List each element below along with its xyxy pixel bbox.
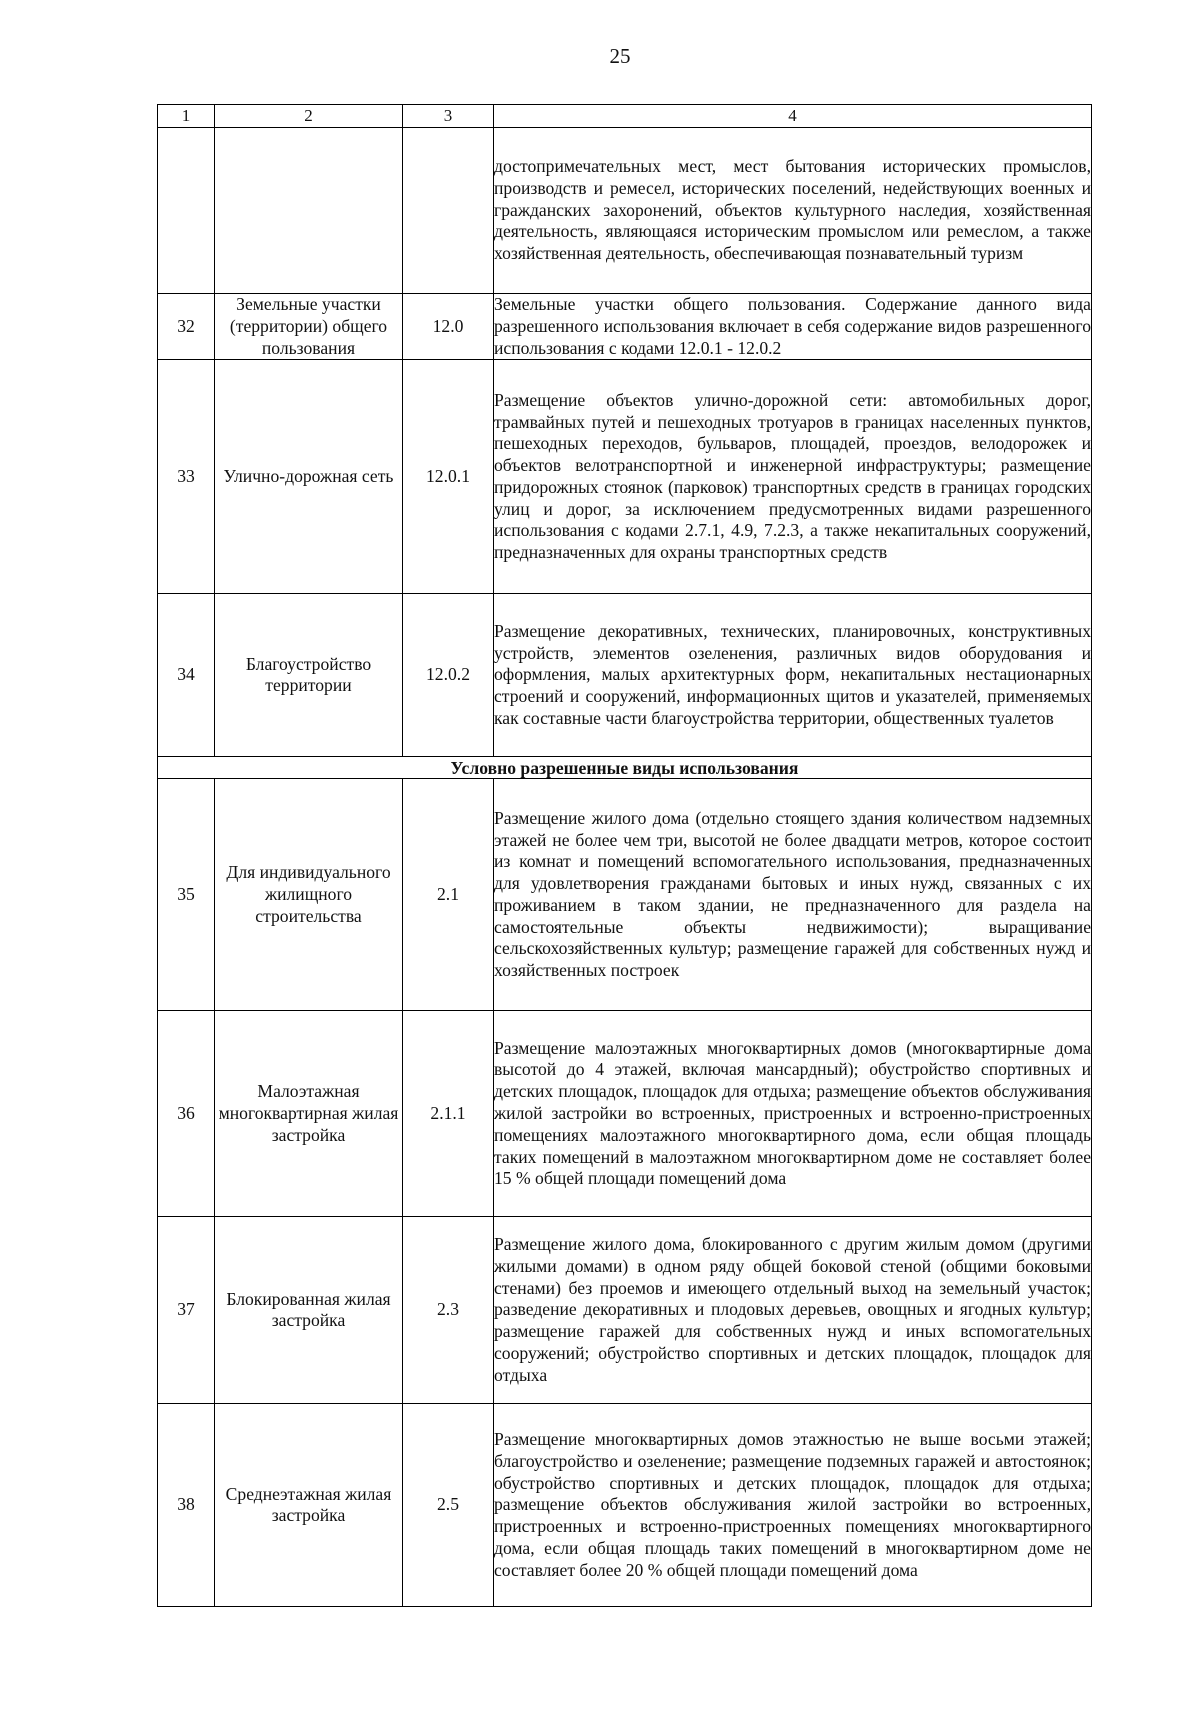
row-code: 2.3 — [403, 1217, 494, 1404]
row-number: 33 — [158, 360, 215, 594]
row-number: 36 — [158, 1011, 215, 1217]
header-col-3: 3 — [403, 105, 494, 128]
page-number: 25 — [609, 44, 631, 68]
row-number: 34 — [158, 594, 215, 757]
row-code: 12.0 — [403, 294, 494, 360]
row-description: Размещение многоквартирных домов этажностью не выше восьми этажей; благоустройство и озеленение; размещение подземных гаражей и автостоянок; обустройство спортивных и детских площадок, площадок для отдыха; размещение объектов обслуживания жилой застройки во встроенных, пристроенных и встроенно-пристроенных помещениях многоквартирного дома, если общая площадь таких помещений в многоквартирном доме не составляет более 20 % общей площади помещений дома — [494, 1404, 1092, 1607]
row-description: Размещение декоративных, технических, планировочных, конструктивных устройств, элементов озеленения, различных видов оборудования и оформления, малых архитектурных форм, некапитальных нестационарных строений и сооружений, информационных щитов и указателей, применяемых как составные части благоустройства территории, общественных туалетов — [494, 594, 1092, 757]
section-title: Условно разрешенные виды использования — [158, 757, 1092, 779]
table-row — [158, 779, 1092, 1011]
row-name: Улично-дорожная сеть — [215, 360, 403, 594]
table-row — [158, 1404, 1092, 1607]
row-description: Размещение малоэтажных многоквартирных домов (многоквартирные дома высотой до 4 этажей, включая мансардный); обустройство спортивных и детских площадок, площадок для отдыха; размещение объектов обслуживания жилой застройки во встроенных, пристроенных и встроенно-пристроенных помещениях малоэтажного многоквартирного дома, если общая площадь таких помещений в малоэтажном многоквартирном доме не составляет более 15 % общей площади помещений дома — [494, 1011, 1092, 1217]
row-description: Размещение объектов улично-дорожной сети: автомобильных дорог, трамвайных путей и пешеходных тротуаров в границах населенных пунктов, пешеходных переходов, бульваров, площадей, проездов, велодорожек и объектов велотранспортной и инженерной инфраструктуры; размещение придорожных стоянок (парковок) транспортных средств в границах городских улиц и дорог, за исключением предусмотренных видами разрешенного использования с кодами 2.7.1, 4.9, 7.2.3, а также некапитальных сооружений, предназначенных для охраны транспортных средств — [494, 360, 1092, 594]
row-name: Блокированная жилая застройка — [215, 1217, 403, 1404]
row-name: Для индивидуального жилищного строительства — [215, 779, 403, 1011]
land-use-table — [157, 104, 1092, 1607]
row-name: Земельные участки (территории) общего пользования — [215, 294, 403, 360]
row-name — [215, 128, 403, 294]
row-description: Размещение жилого дома, блокированного с другим жилым домом (другими жилыми домами) в одном ряду общей боковой стеной (общими боковыми стенами) без проемов и имеющего отдельный выход на земельный участок; разведение декоративных и плодовых деревьев, овощных и ягодных культур; размещение гаражей для собственных нужд и иных вспомогательных сооружений; обустройство спортивных и детских площадок, площадок для отдыха — [494, 1217, 1092, 1404]
table-row — [158, 294, 1092, 360]
header-col-2: 2 — [215, 105, 403, 128]
table-row — [158, 360, 1092, 594]
header-col-1: 1 — [158, 105, 215, 128]
header-row — [158, 105, 1092, 128]
row-description: достопримечательных мест, мест бытования исторических промыслов, производств и ремесел, исторических поселений, недействующих военных и гражданских захоронений, объектов культурного наследия, хозяйственная деятельность, являющаяся историческим промыслом или ремеслом, а также хозяйственная деятельность, обеспечивающая познавательный туризм — [494, 128, 1092, 294]
row-code — [403, 128, 494, 294]
table-row — [158, 1011, 1092, 1217]
row-number: 32 — [158, 294, 215, 360]
row-name: Благоустройство территории — [215, 594, 403, 757]
row-name: Среднеэтажная жилая застройка — [215, 1404, 403, 1607]
row-number: 37 — [158, 1217, 215, 1404]
row-description: Земельные участки общего пользования. Содержание данного вида разрешенного использования включает в себя содержание видов разрешенного использования с кодами 12.0.1 - 12.0.2 — [494, 294, 1092, 360]
row-name: Малоэтажная многоквартирная жилая застройка — [215, 1011, 403, 1217]
row-number: 38 — [158, 1404, 215, 1607]
table-row — [158, 594, 1092, 757]
row-code: 12.0.2 — [403, 594, 494, 757]
table-row — [158, 1217, 1092, 1404]
row-code: 2.1 — [403, 779, 494, 1011]
table-row-continuation — [158, 128, 1092, 294]
row-code: 2.1.1 — [403, 1011, 494, 1217]
section-row — [158, 757, 1092, 779]
row-code: 2.5 — [403, 1404, 494, 1607]
row-number — [158, 128, 215, 294]
header-col-4: 4 — [494, 105, 1092, 128]
row-description: Размещение жилого дома (отдельно стоящего здания количеством надземных этажей не более чем три, высотой не более двадцати метров, которое состоит из комнат и помещений вспомогательного использования, предназначенных для удовлетворения гражданами бытовых и иных нужд, связанных с их проживанием в таком здании, не предназначенного для раздела на самостоятельные объекты недвижимости); выращивание сельскохозяйственных культур; размещение гаражей для собственных нужд и хозяйственных построек — [494, 779, 1092, 1011]
row-code: 12.0.1 — [403, 360, 494, 594]
row-number: 35 — [158, 779, 215, 1011]
